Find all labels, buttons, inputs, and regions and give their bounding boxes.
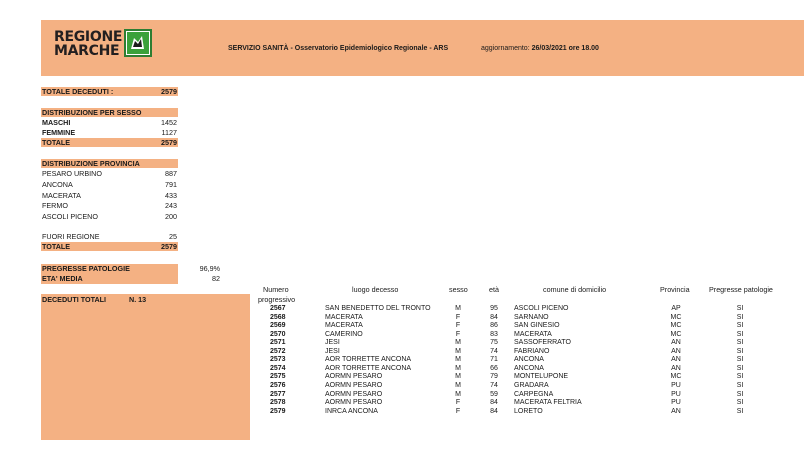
cell-sesso: F [455,313,461,321]
cell-numero: 2576 [270,381,286,389]
cell-provincia: AP [671,305,681,312]
cell-patologie: SI [736,339,744,347]
cell-comune: CARPEGNA [514,390,554,398]
totale-deceduti-label: TOTALE DECEDUTI : [42,87,114,96]
patologie-value: 96,9% [199,264,220,273]
cell-luogo-decesso: AOR TORRETTE ANCONA [325,364,412,372]
header-progressivo: progressivo [258,295,296,304]
cell-numero: 2569 [270,322,286,330]
cell-eta: 66 [490,364,498,372]
cell-luogo-decesso: SAN BENEDETTO DEL TRONTO [325,305,431,312]
provincia-row-value: 433 [165,191,177,200]
provincia-row-label: ASCOLI PICENO [42,212,98,221]
deceduti-totali-count: N. 13 [129,295,147,304]
header-numero: Numero [263,285,289,294]
provincia-row-label: FERMO [42,201,68,210]
cell-provincia: PU [671,399,681,407]
cell-sesso: M [455,373,461,381]
cell-sesso: M [455,339,461,347]
header-provincia: Provincia [660,285,690,294]
header-eta: età [489,285,499,294]
cell-sesso: M [455,305,461,312]
cell-comune: ANCONA [514,356,544,364]
provincia-totale-label: TOTALE [42,242,71,251]
cell-eta: 79 [490,373,498,381]
deceduti-totali-label: DECEDUTI TOTALI [42,295,107,304]
cell-patologie: SI [736,390,744,398]
femmine-value: 1127 [161,128,177,137]
cell-provincia: MC [670,322,682,330]
cell-sesso: M [455,364,461,372]
cell-luogo-decesso: AORMN PESARO [325,373,383,381]
cell-eta: 84 [490,313,498,321]
cell-comune: ASCOLI PICENO [514,305,569,312]
provincia-row-value: 243 [165,201,177,210]
patologie-label: PREGRESSE PATOLOGIE [42,264,130,273]
cell-numero: 2573 [270,356,286,364]
provincia-row-value: 887 [165,169,177,178]
cell-sesso: F [455,399,461,407]
cell-provincia: AN [671,364,681,372]
cell-patologie: SI [736,305,744,312]
cell-comune: ANCONA [514,364,544,372]
provincia-row-label: ANCONA [42,180,73,189]
cell-comune: MACERATA [514,330,552,338]
cell-sesso: M [455,390,461,398]
cell-numero: 2568 [270,313,286,321]
cell-patologie: SI [736,399,744,407]
cell-luogo-decesso: AORMN PESARO [325,381,383,389]
provincia-totale-value: 2579 [161,242,177,251]
cell-provincia: MC [670,373,682,381]
cell-sesso: F [455,407,461,415]
cell-luogo-decesso: JESI [325,347,340,355]
cell-eta: 75 [490,339,498,347]
cell-eta: 83 [490,330,498,338]
cell-luogo-decesso: CAMERINO [325,330,363,338]
cell-numero: 2578 [270,399,286,407]
cell-comune: MONTELUPONE [514,373,569,381]
cell-numero: 2570 [270,330,286,338]
provincia-row-label: PESARO URBINO [42,169,102,178]
cell-sesso: F [455,330,461,338]
cell-patologie: SI [736,381,744,389]
logo-text-line2: MARCHE [54,43,120,59]
maschi-value: 1452 [161,118,177,127]
cell-patologie: SI [736,364,744,372]
update-label: aggiornamento: [481,45,530,52]
header-comune: comune di domicilio [543,285,607,294]
cell-patologie: SI [736,330,744,338]
cell-numero: 2575 [270,373,286,381]
cell-patologie: SI [736,407,744,415]
cell-eta: 84 [490,399,498,407]
logo-text-line1: REGIONE [54,29,123,45]
service-title: SERVIZIO SANITÀ - Osservatorio Epidemiologico Regionale - ARS [228,45,449,52]
cell-comune: SASSOFERRATO [514,339,571,347]
provincia-row-label: MACERATA [42,191,81,200]
cell-luogo-decesso: JESI [325,339,340,347]
provincia-row-value: 791 [165,180,177,189]
sesso-totale-value: 2579 [161,138,177,147]
cell-luogo-decesso: AORMN PESARO [325,399,383,407]
update-value: 26/03/2021 ore 18.00 [531,45,599,52]
cell-sesso: M [455,347,461,355]
cell-numero: 2572 [270,347,286,355]
cell-comune: FABRIANO [514,347,550,355]
cell-provincia: AN [671,356,681,364]
cell-provincia: AN [671,339,681,347]
cell-numero: 2577 [270,390,286,398]
cell-sesso: M [455,356,461,364]
cell-comune: SAN GINESIO [514,322,560,330]
maschi-label: MASCHI [42,118,71,127]
header-patologie: Pregresse patologie [709,285,773,294]
cell-provincia: PU [671,381,681,389]
cell-provincia: AN [671,347,681,355]
cell-provincia: AN [671,407,681,415]
header-sesso: sesso [449,285,468,294]
cell-eta: 71 [490,356,498,364]
cell-patologie: SI [736,322,744,330]
cell-sesso: M [455,381,461,389]
cell-patologie: SI [736,313,744,321]
fuori-regione-value: 25 [169,232,177,241]
cell-luogo-decesso: MACERATA [325,313,363,321]
cell-luogo-decesso: AORMN PESARO [325,390,383,398]
cell-numero: 2567 [270,305,286,312]
cell-numero: 2571 [270,339,286,347]
sesso-totale-label: TOTALE [42,138,71,147]
cell-eta: 59 [490,390,498,398]
sesso-title: DISTRIBUZIONE PER SESSO [42,108,142,117]
cell-comune: SARNANO [514,313,549,321]
fuori-regione-label: FUORI REGIONE [42,232,100,241]
cell-comune: LORETO [514,407,543,415]
eta-media-label: ETA' MEDIA [42,274,83,283]
cell-numero: 2579 [270,407,286,415]
cell-numero: 2574 [270,364,286,372]
totale-deceduti-value: 2579 [161,87,177,96]
cell-patologie: SI [736,356,744,364]
cell-eta: 84 [490,407,498,415]
provincia-title: DISTRIBUZIONE PROVINCIA [42,159,140,168]
header-luogo-decesso: luogo decesso [352,285,399,294]
femmine-label: FEMMINE [42,128,76,137]
provincia-row-value: 200 [165,212,177,221]
cell-provincia: MC [670,313,682,321]
cell-provincia: MC [670,330,682,338]
cell-provincia: PU [671,390,681,398]
cell-luogo-decesso: INRCA ANCONA [325,407,378,415]
cell-comune: GRADARA [514,381,549,389]
cell-eta: 95 [490,305,498,312]
cell-eta: 74 [490,347,498,355]
cell-sesso: F [455,322,461,330]
cell-comune: MACERATA FELTRIA [514,399,582,407]
cell-eta: 86 [490,322,498,330]
cell-patologie: SI [736,373,744,381]
cell-eta: 74 [490,381,498,389]
cell-patologie: SI [736,347,744,355]
cell-luogo-decesso: AOR TORRETTE ANCONA [325,356,412,364]
eta-media-value: 82 [212,274,220,283]
cell-luogo-decesso: MACERATA [325,322,363,330]
